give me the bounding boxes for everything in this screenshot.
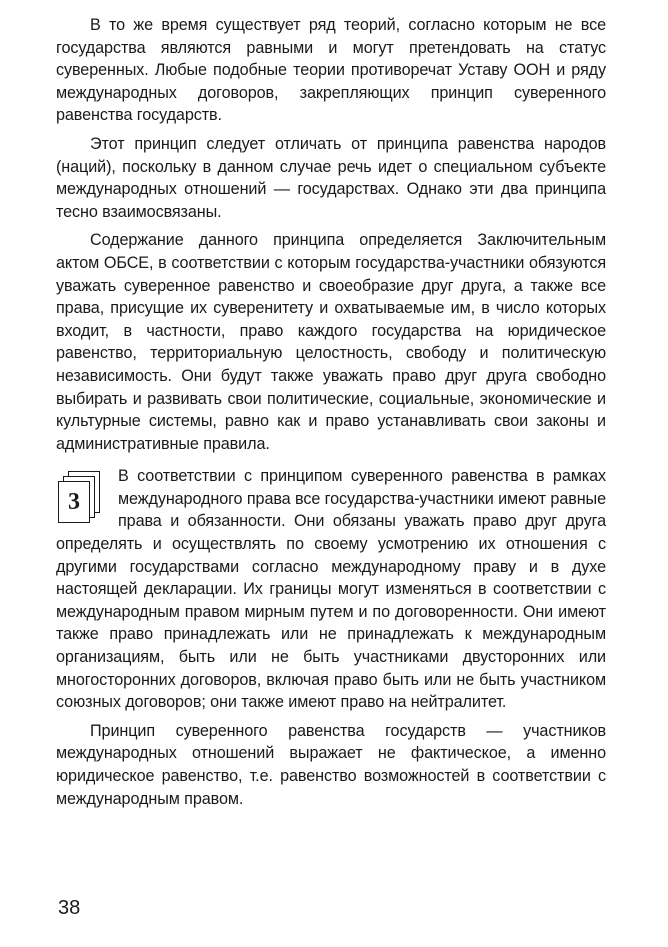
paragraph-theories: В то же время существует ряд теорий, согласно которым не все государства являются равными и могут претендовать на статус суверенных. Любые подобные теории противоречат Уставу ООН и ряду международных договоров, закрепляющих принцип суверенного равенства государств. — [56, 16, 606, 125]
paragraph-quoted-declaration: В соответствии с принципом суверенного равенства в рамках международного права все государства-участники имеют равные права и обязанности. Они обязаны уважать право друг друга определять и осуществлять по своему усмотрению их отношения с другими государствами согласно международному праву и в духе настоящей декларации. Их границы могут изменяться в соответствии с международным правом мирным путем и по договоренности. Они имеют также право принадлежать или не принадлежать к международным организациям, быть или не быть участниками двусторонних или многосторонних договоров, включая право быть или не быть участником союзных договоров; они также имеют право на нейтралитет. — [56, 467, 606, 712]
paragraph-osce-content: Содержание данного принципа определяется Заключительным актом ОБСЕ, в соответствии с которым государства-участники обязуются уважать суверенное равенство и своеобразие друг друга, а также все права, присущие их суверенитету и охватываемые им, в число которых входит, в частности, право каждого государства на юридическое равенство, территориальную целостность, свободу и политическую независимость. Они будут также уважать право друг друга свободно выбирать и развивать свои политические, социальные, экономические и культурные системы, равно как и право устанавливать свои законы и административные правила. — [56, 231, 606, 453]
paragraph-peoples-equality: Этот принцип следует отличать от принципа равенства народов (наций), поскольку в данном случае речь идет о специальном субъекте международных отношений — государствах. Однако эти два принципа тесно взаимосвязаны. — [56, 134, 606, 221]
page-body — [56, 14, 606, 816]
document-marker-number: 3 — [58, 481, 90, 523]
document-stack-icon — [56, 471, 106, 529]
page-number: 38 — [58, 897, 81, 919]
paragraph-legal-equality: Принцип суверенного равенства государств — участников международных отношений выражает не фактическое, а именно юридическое равенство, т.е. равенство возможностей в соответствии с международным правом. — [56, 721, 606, 808]
document-quote-block — [56, 465, 606, 714]
